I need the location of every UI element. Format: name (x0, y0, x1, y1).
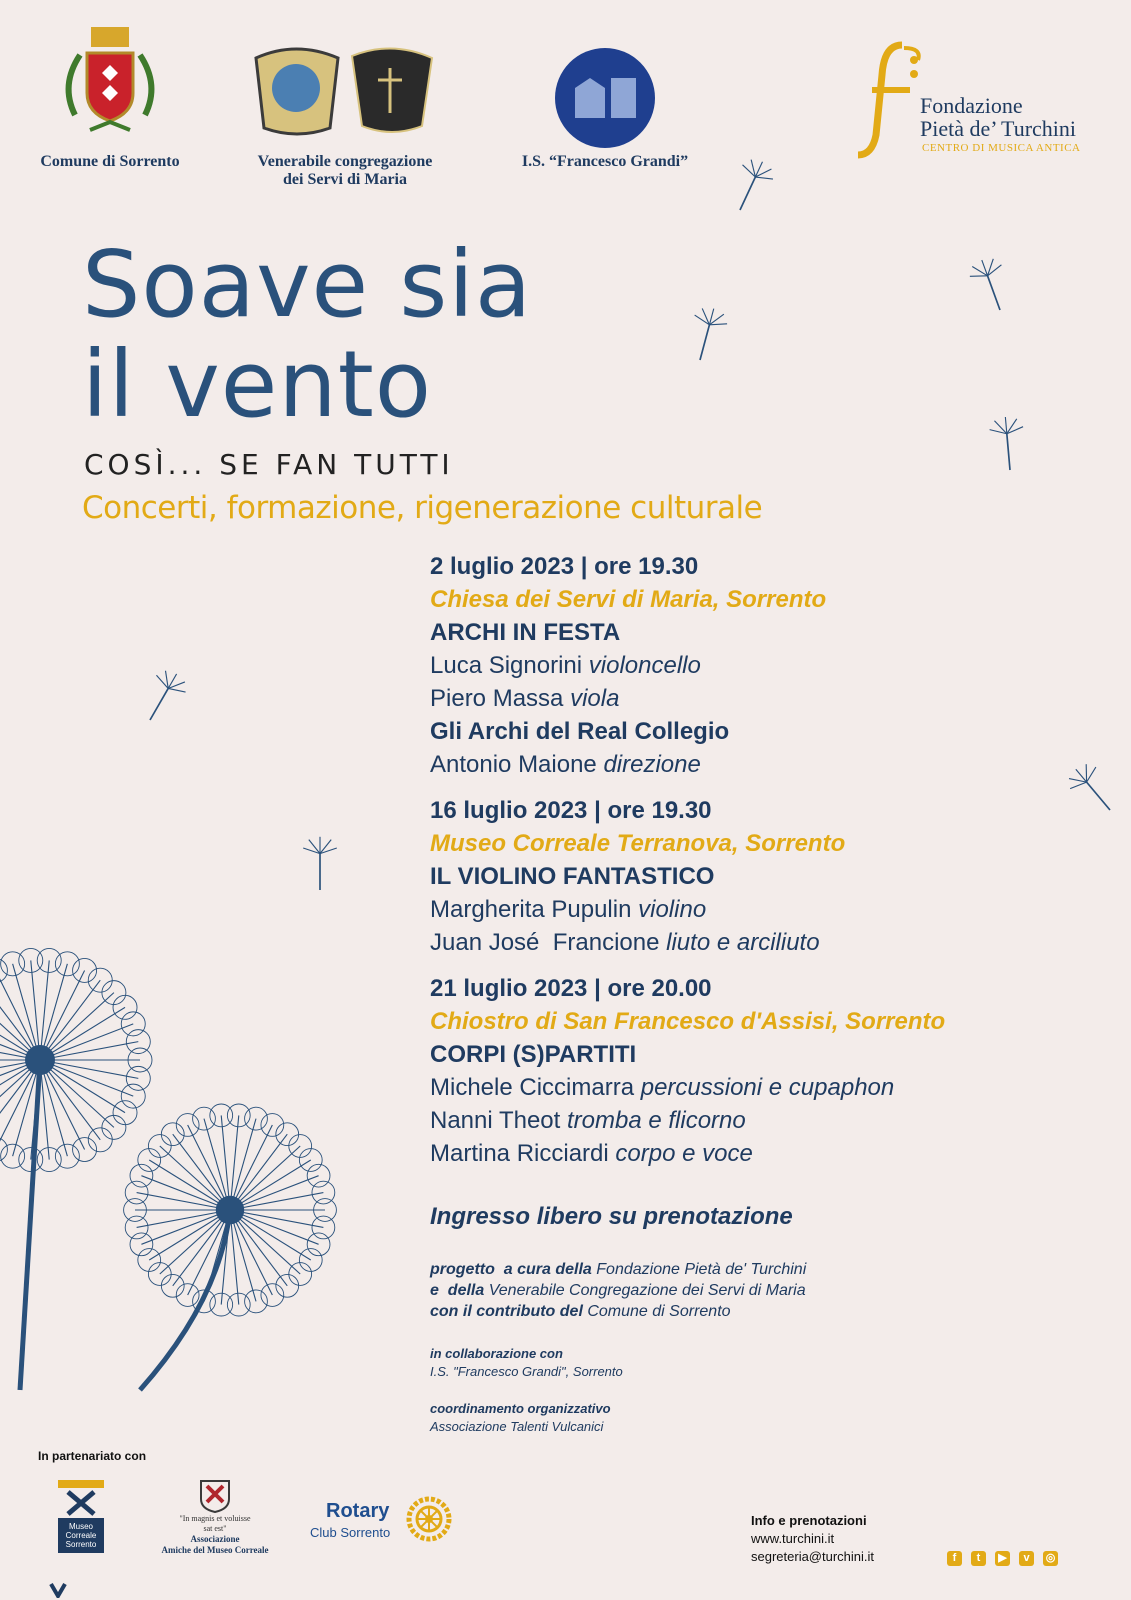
performer-line (430, 682, 1110, 715)
comune-label: Comune di Sorrento (40, 153, 180, 170)
floating-seed (303, 837, 337, 890)
director-name: Antonio Maione (430, 751, 597, 778)
fondazione-subtitle: CENTRO DI MUSICA ANTICA (922, 142, 1081, 154)
credits-line1 (430, 1259, 806, 1280)
event-venue: Museo Correale Terranova, Sorrento (430, 830, 846, 857)
association-line1: Associazione (190, 1534, 240, 1544)
chevron-down-icon (48, 1582, 68, 1598)
event-date: 2 luglio 2023 | ore 19.30 (430, 553, 699, 580)
museo-line3: Sorrento (65, 1540, 97, 1549)
event-3 (430, 972, 1110, 1170)
ingresso-note: Ingresso libero su prenotazione (430, 1203, 793, 1230)
performer-name: Margherita Pupulin (430, 896, 632, 923)
rotary-club: Club Sorrento (310, 1525, 391, 1540)
credits-line3-label: con il contributo del (430, 1303, 583, 1320)
credits-line2-value: Venerabile Congregazione dei Servi di Maria (488, 1282, 806, 1299)
dandelion-flower (0, 948, 152, 1390)
performer-name: Luca Signorini (430, 652, 583, 679)
performer-name: Martina Ricciardi (430, 1140, 609, 1167)
museo-logo (58, 1480, 104, 1562)
performer-role: violoncello (588, 652, 701, 679)
performer-line (430, 1071, 1110, 1104)
event-date: 16 luglio 2023 | ore 19.30 (430, 797, 712, 824)
programme (430, 550, 1110, 1170)
performer-role: viola (570, 685, 620, 712)
event-date: 21 luglio 2023 | ore 20.00 (430, 975, 712, 1002)
fondazione-logo (852, 40, 1122, 160)
crest-icon (55, 25, 165, 145)
performer-line (430, 893, 1110, 926)
rotary-wheel-icon (406, 1496, 452, 1542)
congregazione-label (215, 153, 475, 189)
credits (430, 1259, 806, 1322)
performer-role: tromba e flicorno (566, 1107, 746, 1134)
event-title: ARCHI IN FESTA (430, 619, 621, 646)
rotary-name: Rotary (326, 1500, 390, 1522)
coordination (430, 1400, 611, 1436)
performer-name: Juan José Francione (430, 929, 660, 956)
social-icons (938, 1548, 1058, 1566)
youtube-icon[interactable]: ▶ (995, 1551, 1010, 1566)
title-line1: Soave sia (82, 231, 533, 338)
facebook-icon[interactable]: f (947, 1551, 962, 1566)
event-2 (430, 794, 1110, 959)
credits-line1-label: progetto a cura della (430, 1261, 592, 1278)
museo-line1: Museo (68, 1522, 93, 1531)
collaboration-value: I.S. "Francesco Grandi", Sorrento (430, 1364, 623, 1379)
performer-line (430, 1137, 1110, 1170)
tagline: Concerti, formazione, rigenerazione culturale (82, 490, 763, 526)
associazione-logo (140, 1478, 290, 1556)
performer-line (430, 1104, 1110, 1137)
performer-role: violino (638, 896, 707, 923)
coordination-label: coordinamento organizzativo (430, 1401, 611, 1416)
museo-line2: Correale (65, 1531, 97, 1540)
association-crest-icon (198, 1478, 232, 1514)
performer-name: Nanni Theot (430, 1107, 561, 1134)
association-motto: "In magnis et voluisse sat est" (179, 1514, 251, 1533)
title-line2: il vento (82, 331, 433, 438)
partner-label: In partenariato con (38, 1449, 147, 1463)
vimeo-icon[interactable]: v (1019, 1551, 1034, 1566)
event-venue: Chiostro di San Francesco d'Assisi, Sorrento (430, 1008, 946, 1035)
performer-role: liuto e arciliuto (666, 929, 820, 956)
credits-line3-value: Comune di Sorrento (587, 1303, 731, 1320)
ensemble-name: Gli Archi del Real Collegio (430, 718, 730, 745)
event-title: CORPI (S)PARTITI (430, 1041, 637, 1068)
museo-cross-icon (58, 1488, 104, 1518)
event-1 (430, 550, 1110, 781)
event-title: IL VIOLINO FANTASTICO (430, 863, 715, 890)
credits-line2-label: e della (430, 1282, 485, 1299)
director-role: direzione (603, 751, 701, 778)
performer-name: Piero Massa (430, 685, 564, 712)
instagram-icon[interactable]: ◎ (1043, 1551, 1058, 1566)
floating-seed (684, 304, 730, 364)
istituto-label: I.S. “Francesco Grandi” (521, 153, 689, 170)
comune-logo (55, 25, 165, 145)
subtitle: COSÌ... SE FAN TUTTI (84, 448, 454, 481)
congregazione-label-line1: Venerabile congregazione (257, 153, 433, 170)
credits-line2 (430, 1280, 806, 1301)
fondazione-name-line2: Pietà de’ Turchini (920, 116, 1077, 141)
floating-seed (966, 254, 1016, 315)
website-link[interactable]: www.turchini.it (751, 1531, 835, 1546)
credits-line3 (430, 1301, 806, 1322)
istituto-emblem-icon (553, 48, 658, 153)
fondazione-name-line1: Fondazione (920, 93, 1023, 118)
performer-line (430, 649, 1110, 682)
floating-seed (135, 666, 191, 729)
contact-info (751, 1512, 874, 1566)
coordination-value: Associazione Talenti Vulcanici (430, 1419, 604, 1434)
collaboration-label: in collaborazione con (430, 1346, 563, 1361)
istituto-logo (553, 48, 658, 153)
performer-name: Michele Ciccimarra (430, 1074, 635, 1101)
twitter-icon[interactable]: t (971, 1551, 986, 1566)
rotary-logo (310, 1496, 460, 1548)
congregation-emblems-icon (252, 38, 434, 138)
event-venue: Chiesa dei Servi di Maria, Sorrento (430, 586, 827, 613)
congregazione-logo (252, 38, 434, 138)
dandelion-flower (124, 1104, 337, 1390)
info-label: Info e prenotazioni (751, 1513, 867, 1528)
association-line2: Amiche del Museo Correale (161, 1545, 269, 1555)
floating-seed (725, 155, 778, 217)
congregazione-label-line2: dei Servi di Maria (283, 171, 407, 188)
collaboration (430, 1345, 623, 1381)
director-line (430, 748, 1110, 781)
performer-role: percussioni e cupaphon (640, 1074, 895, 1101)
performer-line (430, 926, 1110, 959)
floating-seed (989, 416, 1027, 472)
email-link[interactable]: segreteria@turchini.it (751, 1549, 875, 1564)
credits-line1-value: Fondazione Pietà de' Turchini (596, 1261, 807, 1278)
performer-role: corpo e voce (615, 1140, 753, 1167)
